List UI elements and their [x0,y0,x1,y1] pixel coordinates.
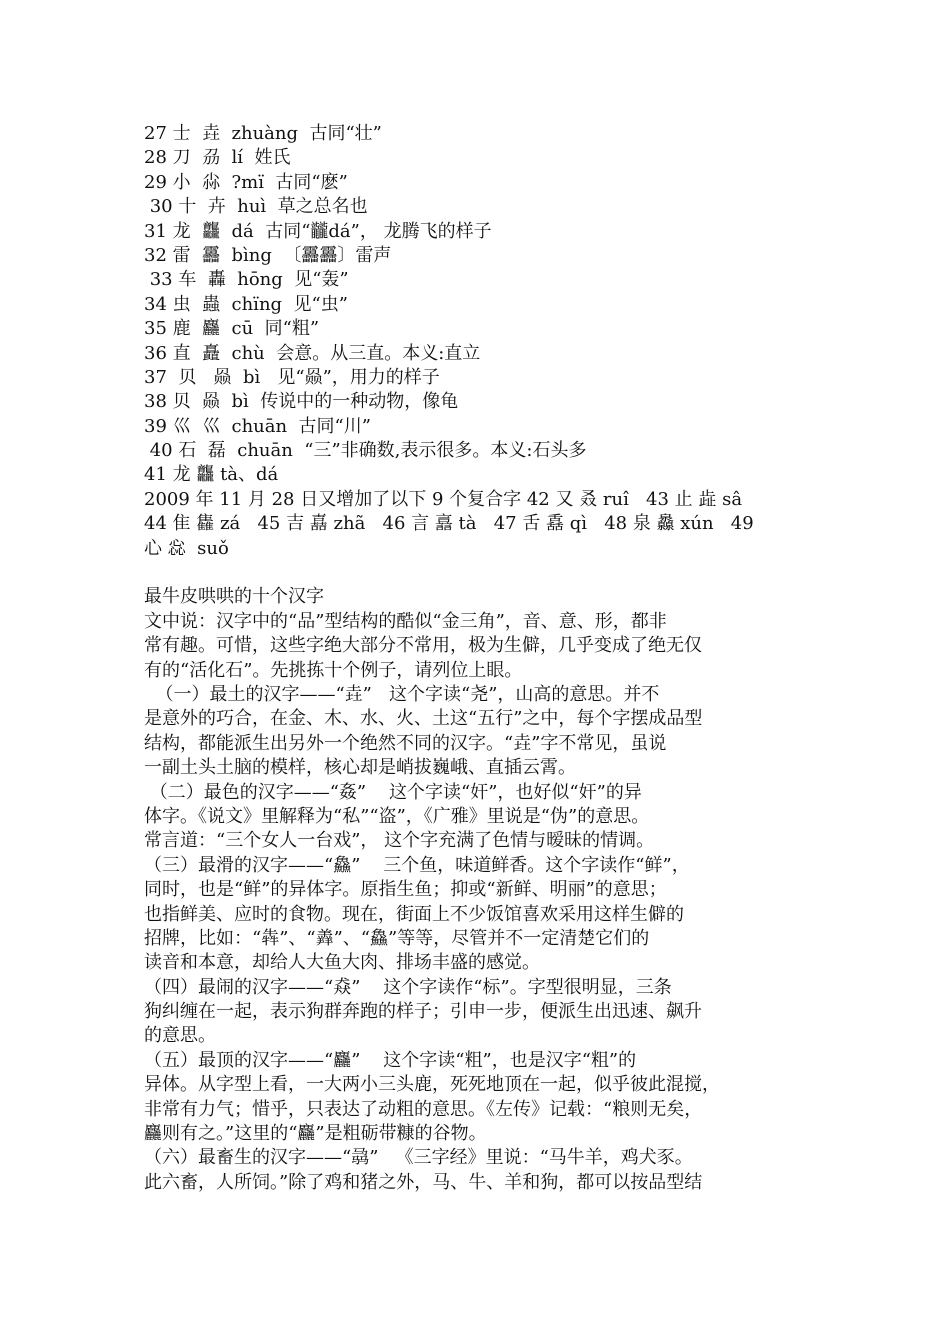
list-line: 33 车 轟 hōng 见“轰” [144,269,349,291]
article-line: 读音和本意，却给人大鱼大肉、排场丰盛的感觉。 [144,952,540,974]
article-body [144,610,810,1195]
list-line: 30 十 卉 huì 草之总名也 [144,196,368,218]
list-line: 27 士 垚 zhuàng 古同“壮” [144,123,382,144]
article-line: 麤则有之。”这里的“麤”是粗砺带糠的谷物。 [144,1123,487,1145]
list-line: 34 虫 蟲 chïng 见“虫” [144,293,348,315]
list-line: 2009 年 11 月 28 日又增加了以下 9 个复合字 42 又 叒 ruî 43 止 歮 sâ [144,488,743,510]
paragraph-gap [144,561,810,585]
list-line: 32 雷 靐 bìng 〔靐靐〕雷声 [144,244,392,266]
article-line: 是意外的巧合，在金、木、水、火、土这“五行”之中，每个字摆成品型 [144,708,703,730]
article-line: 同时，也是“鲜”的异体字。原指生鱼；抑或“新鲜、明丽”的意思； [144,879,667,901]
list-line: 31 龙 龘 dá 古同“龖dá”， 龙腾飞的样子 [144,220,492,242]
article-line: 异体。从字型上看，一大两小三头鹿，死死地顶在一起，似乎彼此混搅， [144,1074,720,1096]
list-line: 36 直 矗 chù 会意。从三直。本义:直立 [144,342,481,364]
article-title: 最牛皮哄哄的十个汉字 [144,586,324,608]
article-line: 结构，都能派生出另外一个绝然不同的汉字。“垚”字不常见，虽说 [144,732,667,754]
article-line: （四）最闹的汉字——“猋” 这个字读作“标”。字型很明显，三条 [144,976,672,998]
article-line: 常有趣。可惜，这些字绝大部分不常用，极为生僻，几乎变成了绝无仅 [144,635,702,657]
article-line: 非常有力气；惜乎，只表达了动粗的意思。《左传》记载：“粮则无矣， [144,1098,703,1120]
article-line: （二）最色的汉字——“姦” 这个字读“奸”，也好似“奸”的异 [144,781,642,803]
list-line: 28 刀 刕 lí 姓氏 [144,147,291,169]
list-line: 29 小 尛 ?mï 古同“麽” [144,171,348,193]
list-line: 40 石 磊 chuān “三”非确数,表示很多。本义:石头多 [144,440,587,462]
article-line: 体字。《说文》里解释为“私”“盗”，《广雅》里说是“伪”的意思。 [144,805,650,827]
list-line: 38 贝 赑 bì 传说中的一种动物，像龟 [144,391,459,413]
list-line: 37 贝 赑 bì 见“赑”，用力的样子 [144,366,440,388]
article-line: （六）最畜生的汉字——“骉” 《三字经》里说：“马牛羊，鸡犬豕。 [144,1147,693,1169]
list-line: 41 龙 龘 tà、dá [144,464,279,486]
article-line: 的意思。 [144,1025,216,1047]
article-line: 有的“活化石”。先挑拣十个例子，请列位上眼。 [144,659,523,681]
list-line: 39 巛 巛 chuān 古同“川” [144,415,371,437]
article-line: （一）最土的汉字——“垚” 这个字读“尧”，山高的意思。并不 [144,683,660,705]
article-line: （三）最滑的汉字——“鱻” 三个鱼，味道鲜香。这个字读作“鲜”， [144,854,690,876]
compound-character-list [144,122,810,561]
article-line: 此六畜，人所饲。”除了鸡和猪之外，马、牛、羊和狗，都可以按品型结 [144,1171,703,1193]
article-line: （五）最顶的汉字——“麤” 这个字读“粗”，也是汉字“粗”的 [144,1049,637,1071]
list-line: 44 隹 雥 zá 45 吉 嚞 zhã 46 言 譶 tà 47 舌 舙 qì 48 泉 灥 xún 49 [144,513,754,535]
article-line: 文中说：汉字中的“品”型结构的酷似“金三角”，音、意、形，都非 [144,610,667,632]
article-line: 一副土头土脑的模样，核心却是峭拔巍峨、直插云霄。 [144,757,576,779]
article-line: 招牌，比如：“犇”、“羴”、“鱻”等等，尽管并不一定清楚它们的 [144,927,650,949]
document-page [144,122,810,1195]
list-line: 心 惢 suǒ [144,537,229,559]
article-line: 常言道：“三个女人一台戏”， 这个字充满了色情与暧昧的情调。 [144,830,655,852]
list-line: 35 鹿 麤 cū 同“粗” [144,318,320,340]
article-line: 也指鲜美、应时的食物。现在，街面上不少饭馆喜欢采用这样生僻的 [144,903,684,925]
article-line: 狗纠缠在一起，表示狗群奔跑的样子；引申一步，便派生出迅速、飙升 [144,1001,702,1023]
